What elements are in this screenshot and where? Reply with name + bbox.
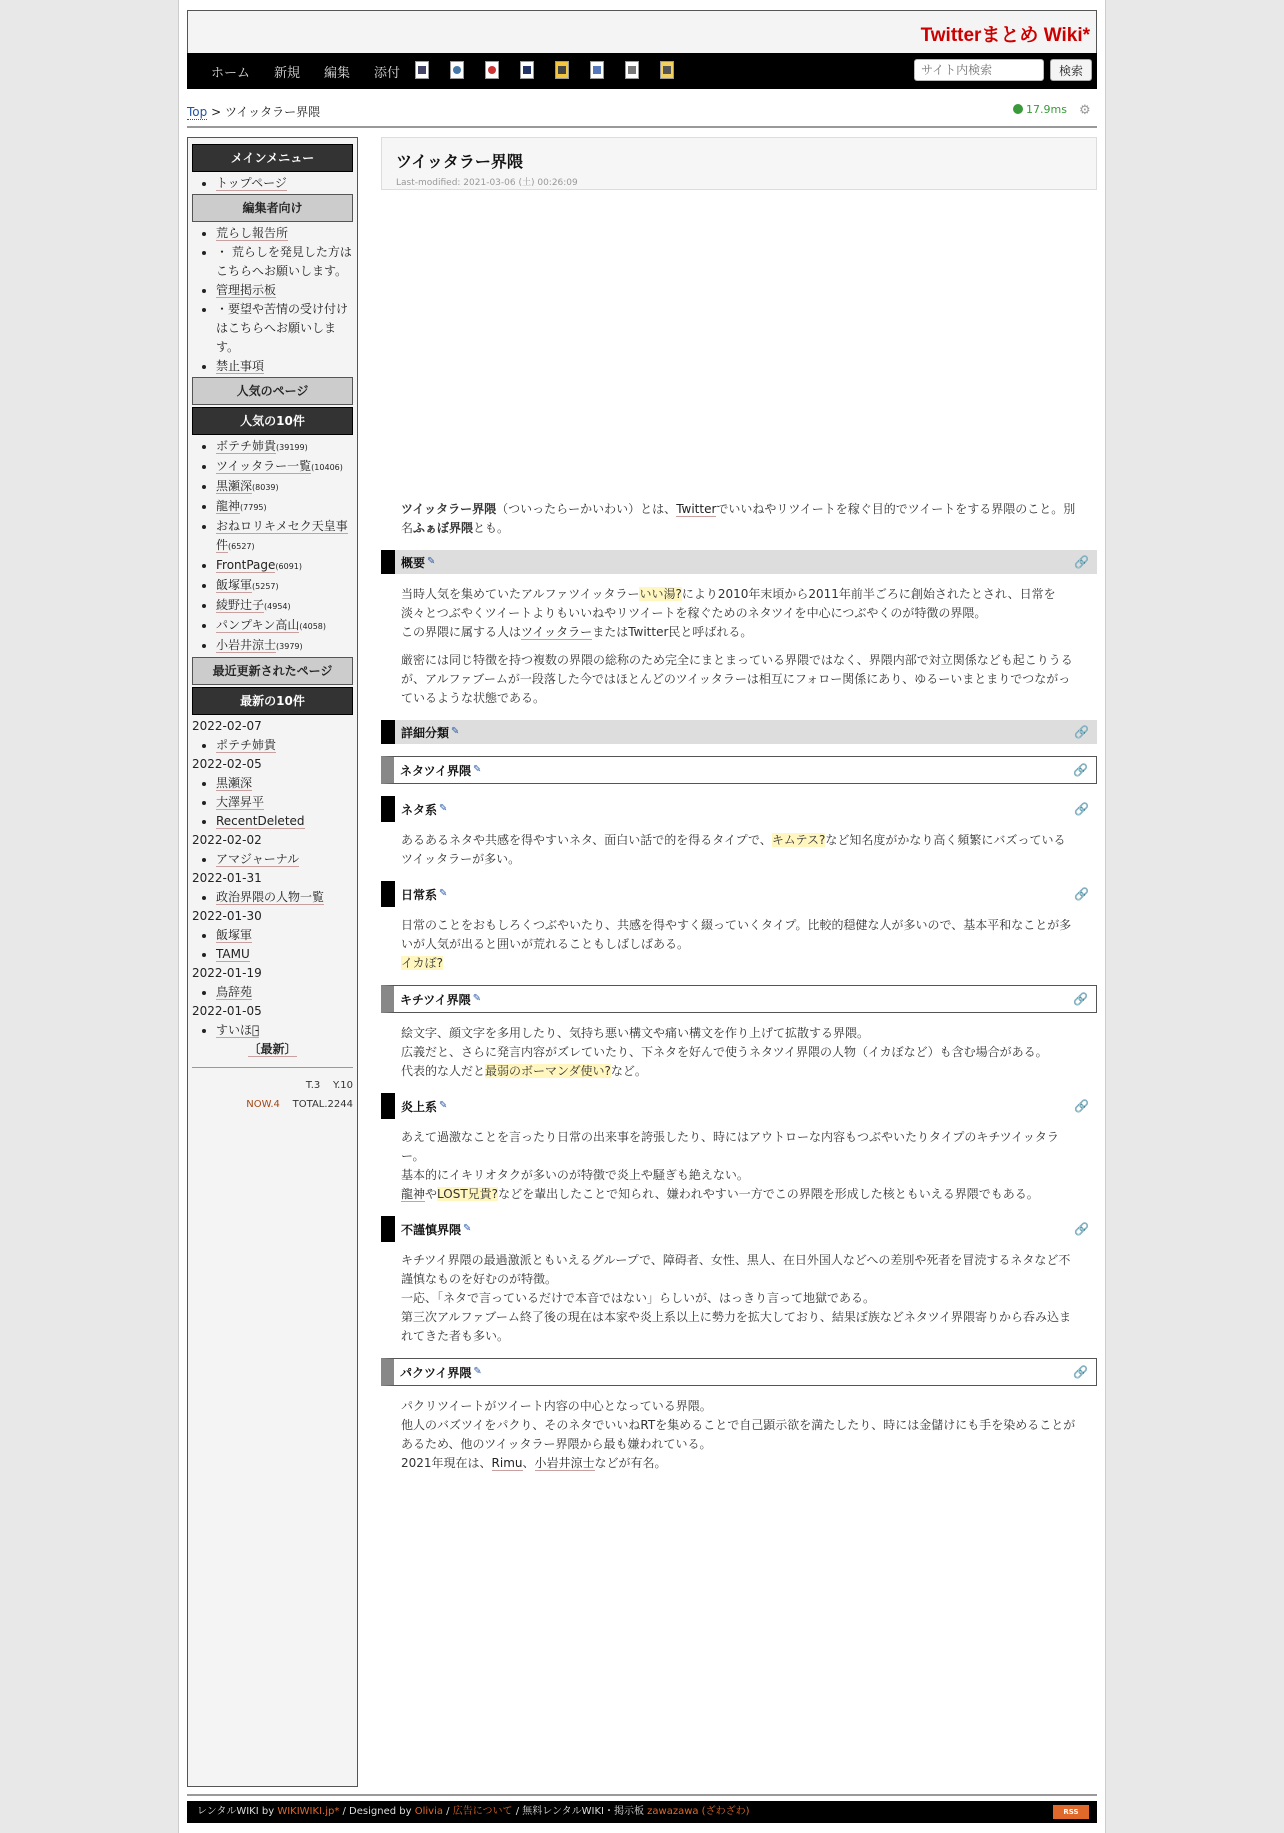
recent-top10-heading: 最新の10件 <box>192 687 353 715</box>
recent-date: 2022-02-05 <box>192 757 262 771</box>
main-content <box>381 137 1097 1482</box>
edit-pencil-icon[interactable]: ✎ <box>473 764 482 775</box>
popular-item[interactable]: • ボテチ姉貴(39199) <box>216 437 353 457</box>
recent-item[interactable]: • 飯塚軍 <box>216 926 353 945</box>
recent-item[interactable]: • アマジャーナル <box>216 850 353 869</box>
sidebar-note: • ・ 荒らしを発見した方はこちらへお願いします。 <box>216 243 353 281</box>
pakutsui-paragraph: パクリツイートがツイート内容の中心となっている界隈。 他人のバズツイをパクり、そのネタでいいねRTを集めることで自己顕示欲を満たしたり、時には金儲けにも手を染めることがあるため、他のツイッタラー界隈から最も嫌われている。 2021年現在は、Rimu、小岩井涼士などが有名。 <box>401 1399 1076 1470</box>
search-input[interactable] <box>914 59 1044 81</box>
rimu-link[interactable]: Rimu <box>491 1456 523 1470</box>
breadcrumb <box>187 103 320 120</box>
recent-date: 2022-02-02 <box>192 833 262 847</box>
search-button[interactable]: 検索 <box>1050 59 1092 81</box>
section-heading-detail: 詳細分類 ✎ 🔗 <box>381 720 1097 744</box>
ad-space <box>381 190 1097 500</box>
page-title: ツイッタラー界隈 <box>396 154 523 171</box>
counter-ty <box>192 1076 353 1095</box>
recent-date: 2022-01-05 <box>192 1004 262 1018</box>
gear-icon[interactable]: ⚙ <box>1079 103 1091 118</box>
zawazawa-link[interactable]: zawazawa (ざわざわ) <box>647 1806 750 1817</box>
anchor-link-icon[interactable]: 🔗 <box>1073 992 1088 1006</box>
popular-pages-heading: 人気のページ <box>192 377 353 405</box>
section-heading-neta: ネタ系 ✎ 🔗 <box>381 796 1097 822</box>
recent-changes-icon[interactable] <box>625 61 639 79</box>
recent-item[interactable]: • 政治界隈の人物一覧 <box>216 888 353 907</box>
recent-item[interactable]: • 黒瀬深 <box>216 774 353 793</box>
nav-attach[interactable]: 添付 <box>374 65 401 81</box>
counter-total: TOTAL.2244 <box>292 1099 353 1110</box>
fukinshin-paragraph: キチツイ界隈の最過激派ともいえるグループで、障碍者、女性、黒人、在日外国人などへの差別や死者を冒涜するネタなど不謹慎なものを好むのが特徴。 一応、「ネタで言っているだけで本音ではない」らしいが、はっきり言って地獄である。 第三次アルファブーム終了後の現在は本家や炎上系以上に勢力を拡大しており、結果ぼ族などネタツイ界隈寄りから呑み込まれてきた者も多い。 <box>401 1253 1071 1343</box>
divider <box>187 1794 1097 1796</box>
recent-date: 2022-02-07 <box>192 719 262 733</box>
editors-heading: 編集者向け <box>192 194 353 222</box>
wikiwiki-link[interactable]: WIKIWIKI.jp* <box>277 1806 340 1817</box>
anchor-link-icon[interactable]: 🔗 <box>1073 1365 1088 1379</box>
edit-pencil-icon[interactable]: ✎ <box>473 1366 482 1377</box>
section-heading-nichijo: 日常系 ✎ 🔗 <box>381 881 1097 907</box>
anchor-link-icon[interactable]: 🔗 <box>1073 763 1088 777</box>
last-modified: Last-modified: 2021-03-06 (土) 00:26:09 <box>396 178 578 188</box>
popular-item[interactable]: • パンプキン高山(4058) <box>216 616 353 636</box>
popular-top10-heading: 人気の10件 <box>192 407 353 435</box>
edit-pencil-icon[interactable]: ✎ <box>439 888 448 899</box>
recent-date: 2022-01-31 <box>192 871 262 885</box>
page <box>178 0 1106 1833</box>
sidebar-item-admin-board[interactable]: • 管理掲示板 <box>216 281 353 300</box>
enjo-paragraph: あえて過激なことを言ったり日常の出来事を誇張したり、時にはアウトローな内容もつぶやいたりタイプのキチツイッタラー。 基本的にイキリオタクが多いのが特徴で炎上や騒ぎも絶えない。 龍神やLOST兄貴?などを輩出したことで知られ、嫌われやすい一方でこの界隈を形成した核ともいえる界隈でもある。 <box>401 1130 1059 1201</box>
popular-item[interactable]: • おねロリキメセク天皇事件(6527) <box>216 517 353 556</box>
render-timing <box>1013 103 1067 116</box>
sidebar <box>187 137 358 1787</box>
undefined-page-link[interactable]: LOST兄貴? <box>437 1187 499 1201</box>
main-menu-heading: メインメニュー <box>192 144 353 172</box>
ads-link[interactable]: 広告について <box>452 1806 513 1817</box>
undefined-page-link[interactable]: いい湯? <box>639 587 682 601</box>
help-icon[interactable] <box>660 61 674 79</box>
overview-paragraph: 当時人気を集めていたアルファツイッタラーいい湯?により2010年末頃から2011年前半ごろに創始されたとされ、日常を淡々とつぶやくツイートよりもいいねやリツイートを稼ぐためのネタツイを中心につぶやくのが特徴の界隈。 この界隈に属する人はツイッタラーまたはTwitter民と呼ばれる。 <box>401 587 1056 639</box>
undefined-page-link[interactable]: 最弱のボーマンダ使い? <box>485 1064 611 1078</box>
undefined-page-link[interactable]: キムテス? <box>771 833 826 847</box>
title-box <box>381 137 1097 190</box>
edit-pencil-icon[interactable]: ✎ <box>451 726 460 737</box>
counter-now: NOW.4 <box>246 1099 280 1110</box>
sidebar-note: • ・要望や苦情の受け付けはこちらへお願いします。 <box>216 300 353 357</box>
edit-pencil-icon[interactable]: ✎ <box>439 803 448 814</box>
anchor-link-icon[interactable]: 🔗 <box>1074 887 1089 901</box>
section-heading-enjo: 炎上系 ✎ 🔗 <box>381 1093 1097 1119</box>
counter-now-total <box>192 1095 353 1114</box>
render-time-value: 17.9ms <box>1026 103 1067 116</box>
recent-item[interactable]: • RecentDeleted <box>216 812 353 831</box>
nav-edit[interactable]: 編集 <box>324 65 351 81</box>
kichitsui-paragraph: 絵文字、顔文字を多用したり、気持ち悪い構文や痛い構文を作り上げて拡散する界隈。 広義だと、さらに発言内容がズレていたり、下ネタを好んで使うネタツイ界隈の人物（イカぼなど）も含む場合がある。 代表的な人だと最弱のボーマンダ使い?など。 <box>401 1026 1048 1078</box>
nav-home[interactable]: ホーム <box>211 65 251 81</box>
twitterer-link[interactable]: ツイッタラー <box>521 625 593 639</box>
breadcrumb-separator: > <box>207 105 225 119</box>
popular-item[interactable]: • 小岩井涼士(3979) <box>216 636 353 656</box>
divider <box>187 126 1097 128</box>
section-heading-netatsui: ネタツイ界隈 ✎ 🔗 <box>381 756 1097 784</box>
edit-pencil-icon[interactable]: ✎ <box>463 1223 472 1234</box>
copy-page-icon[interactable] <box>415 61 429 79</box>
olivia-link[interactable]: Olivia <box>414 1806 443 1817</box>
anchor-link-icon[interactable]: 🔗 <box>1074 802 1089 816</box>
site-header <box>187 10 1097 53</box>
breadcrumb-top-link[interactable]: Top <box>187 105 208 119</box>
overview-paragraph-2: 厳密には同じ特徴を持つ複数の界隈の総称のため完全にまとまっている界隈ではなく、界隈内部で対立関係なども起こりうるが、アルファブームが一段落した今ではほとんどのツイッタラーは相互にフォロー関係にあり、ゆるーいまとまりでつながっているような状態である。 <box>401 653 1073 705</box>
latest-link[interactable]: 〔最新〕 <box>248 1042 297 1056</box>
anchor-link-icon[interactable]: 🔗 <box>1074 725 1089 739</box>
page-list-icon[interactable] <box>590 61 604 79</box>
sidebar-item-vandal-report[interactable]: • 荒らし報告所 <box>216 224 353 243</box>
edit-pencil-icon[interactable]: ✎ <box>472 993 482 1004</box>
nichijo-paragraph: 日常のことをおもしろくつぶやいたり、共感を得やすく綴っていくタイプ。比較的穏健な人が多いので、基本平和なことが多いが人気が出ると囲いが荒れることもしばしばある。 イカぼ? <box>401 918 1072 970</box>
rss-feed-icon[interactable]: RSS FEED <box>1053 1805 1089 1819</box>
koiwai-link[interactable]: 小岩井涼士 <box>534 1456 595 1470</box>
intro-paragraph: ツイッタラー界隈（ついったらーかいわい）とは、Twitterでいいねやリツイートを稼ぐ目的でツイートをする界隈のこと。別名ふぁぼ界隈とも。 <box>401 502 1076 535</box>
recent-item[interactable]: • 鳥辞苑 <box>216 983 353 1002</box>
site-title[interactable]: Twitterまとめ Wiki* <box>920 25 1090 46</box>
rename-page-icon[interactable] <box>450 61 464 79</box>
footer: レンタルWIKI by WIKIWIKI.jp* / Designed by Olivia / 広告について / 無料レンタルWIKI・掲示板 zawazawa (ざわざわ) RSS FEED <box>187 1801 1097 1823</box>
section-heading-fukinshin: 不謹慎界隈 ✎ 🔗 <box>381 1216 1097 1242</box>
recent-item[interactable]: • すいほう̵̵̵̵ <box>216 1021 353 1040</box>
recent-date: 2022-01-19 <box>192 966 262 980</box>
freeze-lock-icon[interactable] <box>555 61 569 79</box>
recent-item[interactable]: • TAMU <box>216 945 353 964</box>
recent-date: 2022-01-30 <box>192 909 262 923</box>
nav-new[interactable]: 新規 <box>274 65 301 81</box>
section-heading-kichitsui: キチツイ界隈 ✎ 🔗 <box>381 985 1097 1013</box>
anchor-link-icon[interactable]: 🔗 <box>1074 1222 1089 1236</box>
navbar <box>187 53 1097 89</box>
divider <box>192 1067 353 1068</box>
edit-pencil-icon[interactable]: ✎ <box>439 1100 448 1111</box>
backup-icon[interactable] <box>520 61 534 79</box>
neta-paragraph: あるあるネタや共感を得やすいネタ、面白い話で的を得るタイプで、キムテス?など知名度がかなり高く頻繁にバズっているツイッタラーが多い。 <box>401 833 1066 866</box>
sidebar-item-top-page[interactable]: • トップページ <box>216 174 353 193</box>
undefined-page-link[interactable]: イカぼ? <box>401 956 444 970</box>
anchor-link-icon[interactable]: 🔗 <box>1074 1099 1089 1113</box>
diff-icon[interactable] <box>485 61 499 79</box>
popular-item[interactable]: • 飯塚軍(5257) <box>216 576 353 596</box>
popular-item[interactable]: • 黒瀬深(8039) <box>216 477 353 497</box>
popular-item[interactable]: • 龍神(7795) <box>216 497 353 517</box>
section-heading-pakutsui: パクツイ界隈 ✎ 🔗 <box>381 1358 1097 1386</box>
counter-yesterday: Y.10 <box>333 1080 353 1091</box>
breadcrumb-current: ツイッタラー界隈 <box>224 105 321 119</box>
popular-item[interactable]: • FrontPage(6091) <box>216 556 353 576</box>
sidebar-item-prohibited[interactable]: • 禁止事項 <box>216 357 353 376</box>
edit-pencil-icon[interactable]: ✎ <box>427 556 436 567</box>
ryujin-link[interactable]: 龍神 <box>401 1187 426 1201</box>
twitter-link[interactable]: Twitter <box>676 502 717 516</box>
anchor-link-icon[interactable]: 🔗 <box>1074 555 1089 569</box>
recent-updated-heading: 最近更新されたページ <box>192 657 353 685</box>
popular-item[interactable]: • ツイッタラー一覧(10406) <box>216 457 353 477</box>
section-heading-overview: 概要 ✎ 🔗 <box>381 550 1097 574</box>
clock-icon <box>1013 104 1023 114</box>
recent-item[interactable]: • ポテチ姉貴 <box>216 736 353 755</box>
counter-today: T.3 <box>305 1080 321 1091</box>
recent-item[interactable]: • 大澤昇平 <box>216 793 353 812</box>
popular-item[interactable]: • 綾野辻子(4954) <box>216 596 353 616</box>
